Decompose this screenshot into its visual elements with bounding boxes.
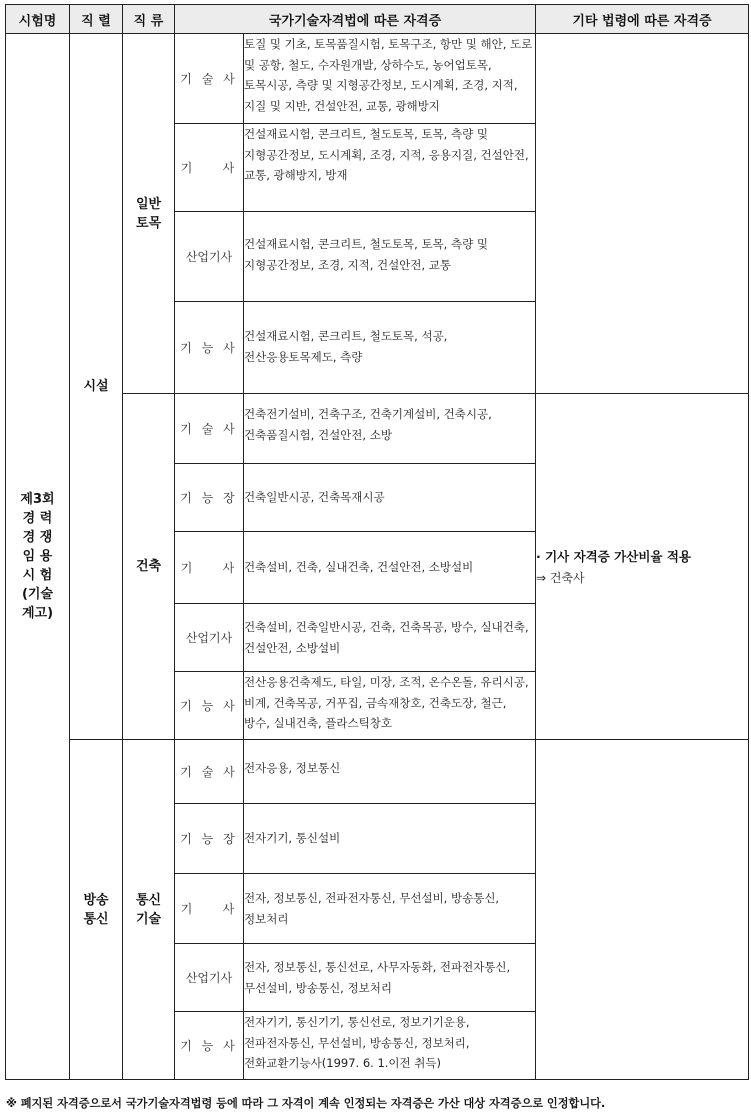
grade-label: 기 술 사 bbox=[175, 34, 244, 124]
grade-label: 기 사 bbox=[175, 532, 244, 604]
exam-name-cell: 제3회 경 력 경 쟁 임 용 시 험 (기술 계고) bbox=[6, 34, 70, 1080]
qualification-table bbox=[5, 4, 749, 1080]
other-quals-civil bbox=[536, 34, 749, 394]
header-series: 직 렬 bbox=[70, 5, 123, 34]
quals-list: 건설재료시험, 콘크리트, 철도토목, 석공, 전산응용토목제도, 측량 bbox=[244, 302, 536, 394]
quals-list: 건축설비, 건축일반시공, 건축, 건축목공, 방수, 실내건축, 건설안전, 소방설비 bbox=[244, 604, 536, 672]
quals-list: 건축일반시공, 건축목재시공 bbox=[244, 464, 536, 532]
quals-list: 건설재료시험, 콘크리트, 철도토목, 토목, 측량 및 지형공간정보, 도시계획, 조경, 지적, 응용지질, 건설안전, 교통, 광해방지, 방재 bbox=[244, 124, 536, 212]
class-telecom: 통신 기술 bbox=[123, 740, 175, 1080]
quals-list: 전자기기, 통신기기, 통신선로, 정보기기운용, 전파전자통신, 무선설비, 방송통신, 정보처리, 전화교환기능사(1997. 6. 1.이전 취득) bbox=[244, 1012, 536, 1080]
footnote: ※ 폐지된 자격증으로서 국가기술자격법령 등에 따라 그 자격이 계속 인정되는 자격증은 가산 대상 자격증으로 인정합니다. bbox=[6, 1097, 606, 1110]
grade-label: 산업기사 bbox=[175, 944, 244, 1012]
header-exam-name: 시험명 bbox=[6, 5, 70, 34]
quals-list: 전자기기, 통신설비 bbox=[244, 804, 536, 874]
quals-list: 전자, 정보통신, 통신선로, 사무자동화, 전파전자통신, 무선설비, 방송통신, 정보처리 bbox=[244, 944, 536, 1012]
grade-label: 기 술 사 bbox=[175, 740, 244, 804]
header-national-quals: 국가기술자격법에 따른 자격증 bbox=[175, 5, 536, 34]
table-header-row bbox=[6, 5, 749, 34]
quals-list: 전자, 정보통신, 전파전자통신, 무선설비, 방송통신, 정보처리 bbox=[244, 874, 536, 944]
grade-label: 기 능 사 bbox=[175, 672, 244, 740]
grade-label: 기 술 사 bbox=[175, 394, 244, 464]
other-quals-title: · 기사 자격증 가산비율 적용 bbox=[536, 549, 691, 564]
quals-list: 건축전기설비, 건축구조, 건축기계설비, 건축시공, 건축품질시험, 건설안전, 소방 bbox=[244, 394, 536, 464]
class-civil: 일반 토목 bbox=[123, 34, 175, 394]
grade-label: 산업기사 bbox=[175, 604, 244, 672]
quals-list: 건축설비, 건축, 실내건축, 건설안전, 소방설비 bbox=[244, 532, 536, 604]
grade-label: 기 사 bbox=[175, 874, 244, 944]
grade-label: 산업기사 bbox=[175, 212, 244, 302]
series-broadcast: 방송 통신 bbox=[70, 740, 123, 1080]
table-row bbox=[6, 34, 749, 124]
quals-list: 전자응용, 정보통신 bbox=[244, 740, 536, 804]
table-row bbox=[6, 740, 749, 804]
other-quals-sub: ⇒ 건축사 bbox=[536, 571, 585, 585]
quals-list: 토질 및 기초, 토목품질시험, 토목구조, 항만 및 해안, 도로 및 공항, 철도, 수자원개발, 상하수도, 농어업토목, 토목시공, 측량 및 지형공간정보, 도시계획, 조경, 지적, 지질 및 지반, 건설안전, 교통, 광해방지 bbox=[244, 34, 536, 124]
grade-label: 기 능 사 bbox=[175, 302, 244, 394]
other-quals-telecom bbox=[536, 740, 749, 1080]
quals-list: 건설재료시험, 콘크리트, 철도토목, 토목, 측량 및 지형공간정보, 조경, 지적, 건설안전, 교통 bbox=[244, 212, 536, 302]
quals-list: 전산응용건축제도, 타일, 미장, 조적, 온수온돌, 유리시공, 비계, 건축목공, 거푸집, 금속재창호, 건축도장, 철근, 방수, 실내건축, 플라스틱창호 bbox=[244, 672, 536, 740]
series-facility: 시설 bbox=[70, 34, 123, 740]
class-arch: 건축 bbox=[123, 394, 175, 740]
grade-label: 기 능 장 bbox=[175, 464, 244, 532]
grade-label: 기 능 장 bbox=[175, 804, 244, 874]
header-other-quals: 기타 법령에 따른 자격증 bbox=[536, 5, 749, 34]
other-quals-arch bbox=[536, 394, 749, 740]
header-class: 직 류 bbox=[123, 5, 175, 34]
grade-label: 기 사 bbox=[175, 124, 244, 212]
grade-label: 기 능 사 bbox=[175, 1012, 244, 1080]
